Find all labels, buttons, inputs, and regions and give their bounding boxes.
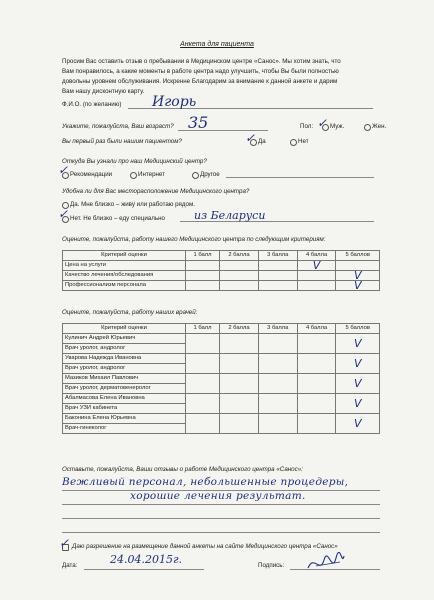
center-rating-label: Оцените, пожалуйста, работу нашего Медицинского центра по следующим критериям: [62, 236, 326, 243]
table-row [63, 334, 380, 344]
score-cell[interactable] [186, 271, 220, 281]
score-cell[interactable] [186, 354, 220, 374]
score-cell[interactable] [220, 281, 259, 291]
score-cell[interactable] [220, 334, 259, 354]
wishes-text-1[interactable]: Вежливый персонал, небольшенные процедеры, [62, 476, 349, 488]
center-header-1: 1 балл [186, 251, 220, 261]
wishes-line-2 [62, 504, 380, 505]
center-row-name: Качество лечения/обследования [63, 271, 186, 281]
center-header-5: 5 баллов [336, 251, 380, 261]
center-header-3: 3 балла [258, 251, 297, 261]
intro-line-2: Вам понравилось, а какие моменты в работе центра надо улучшить, чтобы Вы были полностью [62, 68, 339, 75]
sex-female-radio[interactable] [364, 124, 371, 131]
wishes-label: Оставьте, пожалуйста, Ваши отзывы о работе Медицинского центра «Санос»: [62, 466, 303, 473]
score-cell[interactable] [297, 374, 336, 394]
doctor-role: Врач уролог, дерматовенеролог [63, 384, 186, 394]
sex-label: Пол: [300, 123, 314, 130]
doctor-role: Врач уролог, андролог [63, 344, 186, 354]
score-check[interactable]: V [336, 334, 380, 354]
center-rating-table [62, 250, 380, 291]
wishes-line-4 [62, 532, 380, 533]
first-visit-yes-mark: ✓ [245, 131, 256, 145]
score-cell[interactable] [186, 414, 220, 434]
doctor-header-criterion: Критерий оценки [63, 324, 186, 334]
doctor-name: Кулинич Андрей Юрьевич [63, 334, 186, 344]
source-label: Откуда Вы узнали про наш Медицинский центр? [62, 158, 207, 165]
doctor-header-2: 2 балла [220, 324, 259, 334]
table-row [63, 261, 380, 271]
score-cell[interactable] [220, 374, 259, 394]
doctor-header-5: 5 баллов [336, 324, 380, 334]
score-check[interactable]: V [336, 271, 380, 281]
sex-male-label: Муж. [330, 123, 345, 130]
table-row [63, 281, 380, 291]
doctor-name: Мазиков Михаил Павлович [63, 374, 186, 384]
center-header-2: 2 балла [220, 251, 259, 261]
score-cell[interactable] [258, 374, 297, 394]
score-cell[interactable] [186, 374, 220, 394]
table-row [63, 414, 380, 424]
score-cell[interactable] [258, 394, 297, 414]
score-cell[interactable] [220, 354, 259, 374]
score-check[interactable]: V [336, 394, 380, 414]
source-other-line [226, 177, 374, 178]
score-check[interactable]: V [336, 414, 380, 434]
score-check[interactable]: V [336, 281, 380, 291]
wishes-line-3 [62, 518, 380, 519]
source-recommend-label: Рекомендации [70, 171, 113, 178]
score-cell[interactable] [297, 394, 336, 414]
score-cell[interactable] [297, 354, 336, 374]
doctor-rating-table [62, 323, 380, 434]
table-row [63, 394, 380, 404]
location-note[interactable]: из Беларуси [194, 209, 266, 222]
doctor-name: Уварова Надежда Ивановна [63, 354, 186, 364]
location-no-mark: ✓ [58, 207, 69, 221]
score-cell[interactable] [258, 334, 297, 354]
age-value[interactable]: 35 [188, 113, 209, 132]
first-visit-yes-label: Да [258, 138, 266, 145]
permission-label: Даю разрешение на размещение данной анкеты на сайте Медицинского центра «Санос» [72, 543, 338, 550]
score-check[interactable]: V [336, 354, 380, 374]
signature-label: Подпись: [258, 562, 285, 569]
table-row [63, 354, 380, 364]
fio-label: Ф.И.О. (по желанию) [62, 101, 122, 108]
doctor-header-4: 4 балла [297, 324, 336, 334]
date-value[interactable]: 24.04.2015г. [110, 553, 183, 566]
score-cell[interactable] [297, 334, 336, 354]
doctor-header-1: 1 балл [186, 324, 220, 334]
score-cell[interactable] [220, 414, 259, 434]
intro-line-1: Просим Вас оставить отзыв о пребывании в Медицинском центре «Санос». Мы хотим знать, что [62, 58, 341, 65]
score-cell[interactable] [258, 271, 297, 281]
location-yes-label: Да. Мне близко – живу или работаю рядом. [70, 201, 195, 208]
score-cell[interactable] [258, 414, 297, 434]
first-visit-label: Вы первый раз были нашим пациентом? [62, 138, 182, 145]
score-cell[interactable] [297, 414, 336, 434]
center-row-name: Цена на услуги [63, 261, 186, 271]
score-cell[interactable] [336, 261, 380, 271]
wishes-text-2[interactable]: хорошие лечения результат. [130, 490, 306, 502]
center-header-4: 4 балла [297, 251, 336, 261]
score-cell[interactable] [220, 394, 259, 414]
score-cell[interactable] [297, 281, 336, 291]
date-line [84, 569, 204, 570]
location-label: Удобна ли для Вас месторасположение Медицинского центра? [62, 188, 250, 195]
location-no-label: Нет. Не близко – еду специально [70, 215, 165, 222]
score-cell[interactable] [258, 281, 297, 291]
center-row-name: Профессионализм персонала [63, 281, 186, 291]
signature-scribble[interactable] [306, 552, 346, 576]
permission-check-mark: ✓ [59, 536, 70, 550]
date-label: Дата: [62, 562, 78, 569]
doctor-rating-label: Оцените, пожалуйста, работу наших врачей: [62, 309, 198, 316]
score-cell[interactable] [220, 261, 259, 271]
source-other-label: Другое [200, 171, 220, 178]
table-row [63, 271, 380, 281]
score-check[interactable]: V [336, 374, 380, 394]
score-check[interactable]: V [297, 261, 336, 271]
source-internet-radio[interactable] [130, 172, 137, 179]
doctor-role: Врач уролог, андролог [63, 364, 186, 374]
form-title: Анкета для пациента [180, 41, 254, 48]
doctor-header-3: 3 балла [258, 324, 297, 334]
age-label: Укажите, пожалуйста, Ваш возраст? [62, 123, 174, 130]
doctor-role: Врач-гинеколог [63, 424, 186, 434]
sex-male-mark: ✓ [317, 116, 328, 130]
score-cell[interactable] [258, 354, 297, 374]
score-cell[interactable] [220, 271, 259, 281]
score-cell[interactable] [186, 281, 220, 291]
center-header-criterion: Критерий оценки [63, 251, 186, 261]
score-cell[interactable] [186, 261, 220, 271]
intro-line-4: Вам нашу дисконтную карту. [62, 88, 145, 95]
intro-line-3: довольны уровнем обслуживания. Искренне Благодарим за внимание к данной анкете и дарим [62, 78, 338, 85]
sex-female-label: Жен. [372, 123, 387, 130]
first-visit-no-label: Нет [298, 138, 309, 145]
source-internet-label: Интернет [138, 171, 165, 178]
score-cell[interactable] [297, 271, 336, 281]
score-cell[interactable] [186, 394, 220, 414]
doctor-role: Врач УЗИ кабинета [63, 404, 186, 414]
doctor-name: Абалмасова Елена Ивановна [63, 394, 186, 404]
first-visit-no-radio[interactable] [290, 139, 297, 146]
source-recommend-mark: ✓ [58, 163, 69, 177]
doctor-name: Баконина Елена Юрьевна [63, 414, 186, 424]
score-cell[interactable] [258, 261, 297, 271]
score-cell[interactable] [186, 334, 220, 354]
source-other-radio[interactable] [192, 172, 199, 179]
table-row [63, 374, 380, 384]
fio-value[interactable]: Игорь [152, 94, 197, 110]
